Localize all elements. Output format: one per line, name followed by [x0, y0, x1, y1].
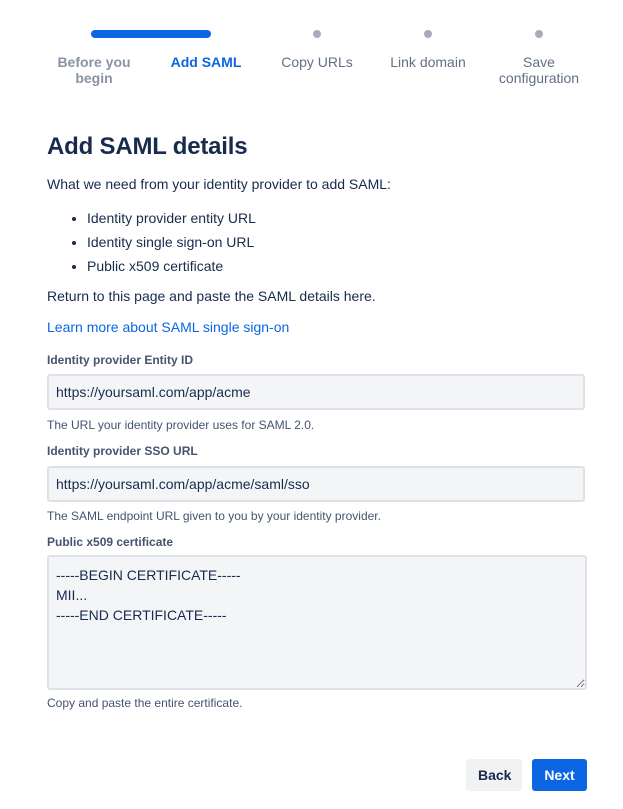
step-label: Before you begin — [57, 54, 131, 86]
list-item: • Identity single sign-on URL — [87, 230, 256, 254]
next-button[interactable]: Next — [532, 759, 587, 791]
entity-id-input[interactable] — [47, 374, 585, 410]
step-progress-bar — [91, 30, 211, 38]
step-label: Copy URLs — [281, 54, 353, 70]
list-item: • Public x509 certificate — [87, 254, 256, 278]
back-button[interactable]: Back — [466, 759, 522, 791]
learn-more-link[interactable]: Learn more about SAML single sign-on — [47, 319, 290, 335]
list-item: • Identity provider entity URL — [87, 206, 256, 230]
intro-text: What we need from your identity provider to add SAML: — [47, 176, 391, 192]
return-text: Return to this page and paste the SAML details here. — [47, 288, 376, 304]
step-label: Link domain — [390, 54, 466, 70]
certificate-textarea[interactable] — [47, 555, 587, 690]
step-label: Save configuration — [498, 54, 580, 86]
progress-stepper — [0, 0, 623, 100]
entity-id-help: The URL your identity provider uses for SAML 2.0. — [47, 418, 315, 432]
page-title: Add SAML details — [47, 133, 248, 160]
step-label: Add SAML — [170, 54, 242, 70]
sso-url-input[interactable] — [47, 466, 585, 502]
sso-url-label: Identity provider SSO URL — [47, 444, 198, 458]
step-dot — [535, 30, 543, 38]
certificate-label: Public x509 certificate — [47, 535, 174, 549]
certificate-help: Copy and paste the entire certificate. — [47, 696, 243, 710]
step-dot — [424, 30, 432, 38]
requirements-list — [47, 206, 256, 278]
entity-id-label: Identity provider Entity ID — [47, 353, 194, 367]
step-dot — [313, 30, 321, 38]
sso-url-help: The SAML endpoint URL given to you by your identity provider. — [47, 509, 381, 523]
